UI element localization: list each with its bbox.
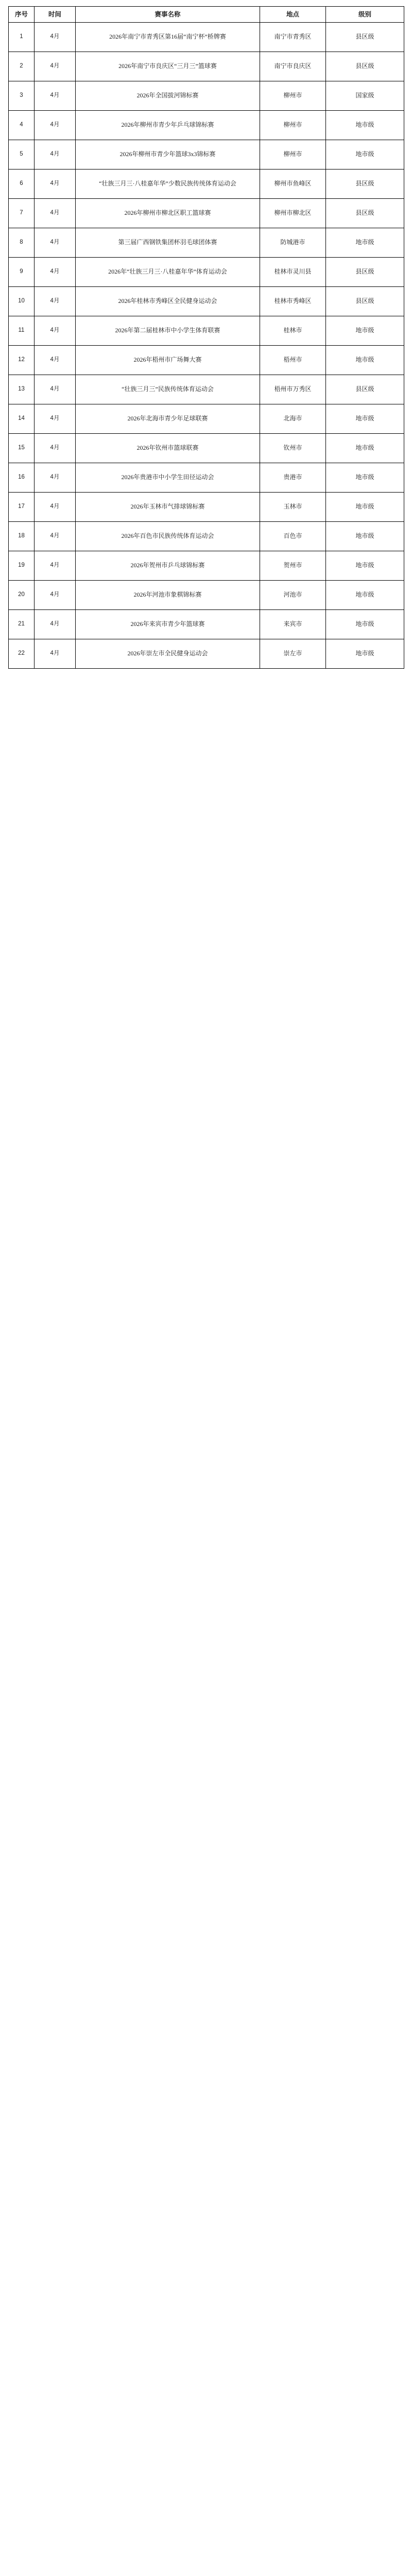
header-no: 序号 xyxy=(9,7,35,23)
cell-location: 柳州市 xyxy=(260,111,326,140)
cell-no: 18 xyxy=(9,522,35,551)
cell-event-name: 2026年南宁市良庆区“三月三”篮球赛 xyxy=(76,52,260,81)
table-row xyxy=(9,346,404,375)
cell-event-name: 2026年第二届桂林市中小学生体育联赛 xyxy=(76,316,260,346)
cell-time: 4月 xyxy=(35,493,76,522)
cell-no: 5 xyxy=(9,140,35,170)
cell-time: 4月 xyxy=(35,346,76,375)
cell-no: 1 xyxy=(9,23,35,52)
cell-location: 贵港市 xyxy=(260,463,326,493)
cell-level: 地市级 xyxy=(326,346,404,375)
cell-event-name: 2026年桂林市秀峰区全民健身运动会 xyxy=(76,287,260,316)
cell-location: 柳州市 xyxy=(260,140,326,170)
cell-location: 防城港市 xyxy=(260,228,326,258)
cell-level: 地市级 xyxy=(326,551,404,581)
cell-level: 地市级 xyxy=(326,522,404,551)
table-row xyxy=(9,111,404,140)
cell-event-name: 2026年“壮族三月三·八桂嘉年华”体育运动会 xyxy=(76,258,260,287)
cell-level: 地市级 xyxy=(326,316,404,346)
header-location: 地点 xyxy=(260,7,326,23)
cell-no: 4 xyxy=(9,111,35,140)
cell-location: 桂林市秀峰区 xyxy=(260,287,326,316)
cell-no: 21 xyxy=(9,610,35,639)
cell-location: 河池市 xyxy=(260,581,326,610)
table-body xyxy=(9,23,404,669)
cell-level: 县区级 xyxy=(326,375,404,404)
cell-location: 玉林市 xyxy=(260,493,326,522)
cell-no: 20 xyxy=(9,581,35,610)
cell-no: 11 xyxy=(9,316,35,346)
cell-time: 4月 xyxy=(35,52,76,81)
table-row xyxy=(9,81,404,111)
cell-location: 柳州市鱼峰区 xyxy=(260,170,326,199)
cell-event-name: 2026年崇左市全民健身运动会 xyxy=(76,639,260,669)
cell-event-name: “壮族三月三”民族传统体育运动会 xyxy=(76,375,260,404)
cell-level: 县区级 xyxy=(326,170,404,199)
cell-level: 地市级 xyxy=(326,610,404,639)
table-row xyxy=(9,551,404,581)
cell-level: 县区级 xyxy=(326,287,404,316)
table-row xyxy=(9,493,404,522)
cell-location: 贺州市 xyxy=(260,551,326,581)
cell-time: 4月 xyxy=(35,434,76,463)
header-row xyxy=(9,7,404,23)
cell-level: 地市级 xyxy=(326,228,404,258)
table-row xyxy=(9,434,404,463)
cell-location: 桂林市灵川县 xyxy=(260,258,326,287)
table-row xyxy=(9,258,404,287)
cell-event-name: 2026年河池市象棋锦标赛 xyxy=(76,581,260,610)
table-row xyxy=(9,170,404,199)
cell-level: 地市级 xyxy=(326,140,404,170)
cell-time: 4月 xyxy=(35,610,76,639)
table-row xyxy=(9,228,404,258)
table-row xyxy=(9,463,404,493)
cell-time: 4月 xyxy=(35,170,76,199)
cell-level: 国家级 xyxy=(326,81,404,111)
cell-event-name: 2026年南宁市青秀区第16届“南宁杯”桥牌赛 xyxy=(76,23,260,52)
cell-no: 3 xyxy=(9,81,35,111)
cell-time: 4月 xyxy=(35,111,76,140)
cell-no: 19 xyxy=(9,551,35,581)
cell-time: 4月 xyxy=(35,228,76,258)
cell-event-name: 2026年贵港市中小学生田径运动会 xyxy=(76,463,260,493)
table-row xyxy=(9,140,404,170)
cell-time: 4月 xyxy=(35,581,76,610)
cell-event-name: 2026年北海市青少年足球联赛 xyxy=(76,404,260,434)
table-row xyxy=(9,375,404,404)
cell-time: 4月 xyxy=(35,199,76,228)
table-row xyxy=(9,639,404,669)
events-table xyxy=(8,6,404,669)
cell-level: 县区级 xyxy=(326,199,404,228)
table-row xyxy=(9,23,404,52)
cell-location: 北海市 xyxy=(260,404,326,434)
cell-level: 县区级 xyxy=(326,23,404,52)
cell-location: 来宾市 xyxy=(260,610,326,639)
table-header xyxy=(9,7,404,23)
cell-level: 地市级 xyxy=(326,493,404,522)
table-row xyxy=(9,522,404,551)
cell-level: 地市级 xyxy=(326,581,404,610)
cell-location: 柳州市柳北区 xyxy=(260,199,326,228)
table-row xyxy=(9,52,404,81)
cell-event-name: 2026年柳州市柳北区职工篮球赛 xyxy=(76,199,260,228)
cell-no: 10 xyxy=(9,287,35,316)
cell-location: 南宁市青秀区 xyxy=(260,23,326,52)
cell-no: 6 xyxy=(9,170,35,199)
cell-event-name: 2026年百色市民族传统体育运动会 xyxy=(76,522,260,551)
cell-event-name: 2026年柳州市青少年乒乓球锦标赛 xyxy=(76,111,260,140)
cell-event-name: 2026年全国拔河锦标赛 xyxy=(76,81,260,111)
cell-no: 2 xyxy=(9,52,35,81)
cell-event-name: 2026年梧州市广场舞大赛 xyxy=(76,346,260,375)
cell-event-name: 第三届广西钢铁集团杯羽毛球团体赛 xyxy=(76,228,260,258)
cell-no: 16 xyxy=(9,463,35,493)
cell-location: 南宁市良庆区 xyxy=(260,52,326,81)
cell-event-name: 2026年贺州市乒乓球锦标赛 xyxy=(76,551,260,581)
cell-time: 4月 xyxy=(35,81,76,111)
cell-time: 4月 xyxy=(35,375,76,404)
cell-event-name: 2026年来宾市青少年篮球赛 xyxy=(76,610,260,639)
cell-time: 4月 xyxy=(35,522,76,551)
cell-time: 4月 xyxy=(35,258,76,287)
cell-level: 地市级 xyxy=(326,463,404,493)
cell-no: 9 xyxy=(9,258,35,287)
cell-event-name: “壮族三月三·八桂嘉年华”少数民族传统体育运动会 xyxy=(76,170,260,199)
cell-time: 4月 xyxy=(35,140,76,170)
cell-time: 4月 xyxy=(35,639,76,669)
cell-location: 梧州市万秀区 xyxy=(260,375,326,404)
cell-time: 4月 xyxy=(35,463,76,493)
cell-level: 地市级 xyxy=(326,404,404,434)
cell-no: 12 xyxy=(9,346,35,375)
cell-no: 14 xyxy=(9,404,35,434)
cell-no: 17 xyxy=(9,493,35,522)
cell-location: 百色市 xyxy=(260,522,326,551)
header-level: 级别 xyxy=(326,7,404,23)
cell-location: 柳州市 xyxy=(260,81,326,111)
cell-level: 地市级 xyxy=(326,434,404,463)
table-row xyxy=(9,581,404,610)
cell-no: 15 xyxy=(9,434,35,463)
cell-event-name: 2026年玉林市气排球锦标赛 xyxy=(76,493,260,522)
cell-time: 4月 xyxy=(35,23,76,52)
table-row xyxy=(9,404,404,434)
cell-level: 地市级 xyxy=(326,639,404,669)
cell-level: 地市级 xyxy=(326,111,404,140)
cell-time: 4月 xyxy=(35,551,76,581)
table-row xyxy=(9,287,404,316)
cell-no: 13 xyxy=(9,375,35,404)
table-row xyxy=(9,316,404,346)
header-name: 赛事名称 xyxy=(76,7,260,23)
cell-time: 4月 xyxy=(35,287,76,316)
cell-location: 钦州市 xyxy=(260,434,326,463)
cell-no: 7 xyxy=(9,199,35,228)
table-row xyxy=(9,610,404,639)
cell-location: 梧州市 xyxy=(260,346,326,375)
cell-event-name: 2026年钦州市篮球联赛 xyxy=(76,434,260,463)
cell-location: 崇左市 xyxy=(260,639,326,669)
cell-time: 4月 xyxy=(35,316,76,346)
header-time: 时间 xyxy=(35,7,76,23)
cell-level: 县区级 xyxy=(326,52,404,81)
table-row xyxy=(9,199,404,228)
cell-no: 22 xyxy=(9,639,35,669)
cell-event-name: 2026年柳州市青少年篮球3x3锦标赛 xyxy=(76,140,260,170)
cell-no: 8 xyxy=(9,228,35,258)
cell-time: 4月 xyxy=(35,404,76,434)
cell-location: 桂林市 xyxy=(260,316,326,346)
cell-level: 县区级 xyxy=(326,258,404,287)
